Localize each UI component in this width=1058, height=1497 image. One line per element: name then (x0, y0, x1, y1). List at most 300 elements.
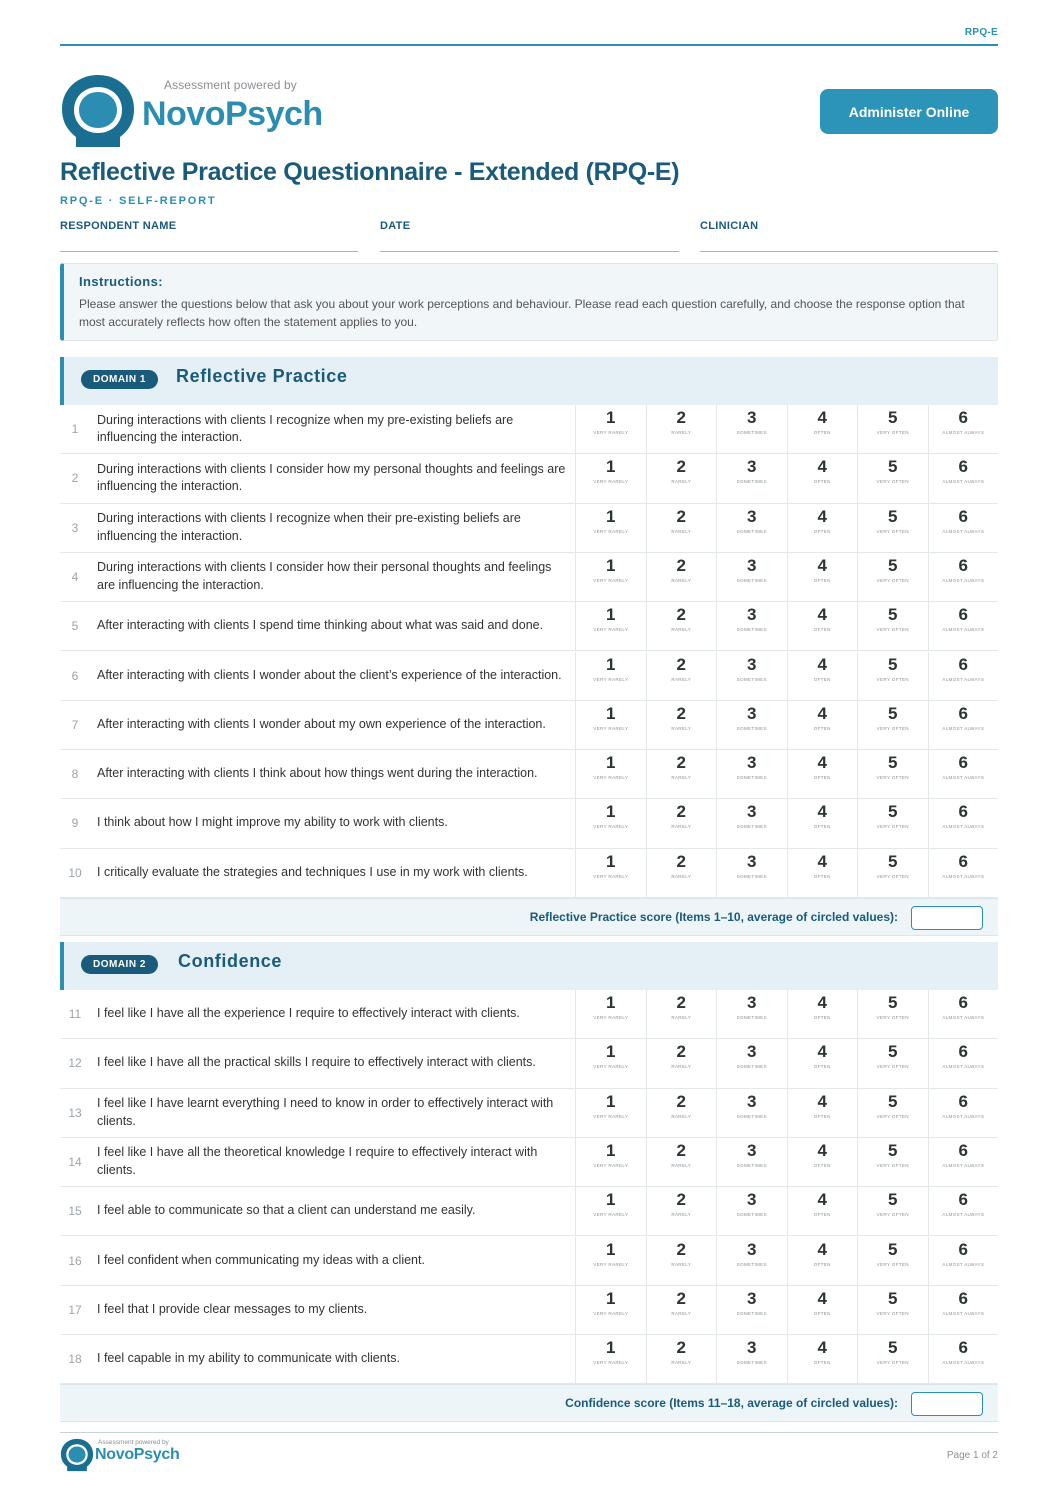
response-option-6[interactable] (929, 1138, 999, 1186)
response-option-6[interactable] (929, 602, 999, 650)
option-label: OFTEN (813, 725, 831, 731)
response-option-1[interactable] (576, 504, 647, 552)
option-label: SOMETIMES (736, 1360, 767, 1366)
response-option-3[interactable] (717, 1138, 788, 1186)
response-option-4[interactable] (788, 405, 859, 453)
option-label: VERY RARELY (593, 775, 629, 781)
option-label: ALMOST ALWAYS (942, 873, 985, 879)
question-text: After interacting with clients I spend time thinking about what was said and done. (97, 618, 544, 633)
question-number: 18 (68, 1352, 82, 1367)
question-text: After interacting with clients I think about how things went during the interaction. (97, 766, 538, 781)
option-value: 5 (888, 993, 898, 1012)
response-option-3[interactable] (717, 1335, 788, 1383)
score-input-box[interactable] (911, 906, 983, 930)
option-label: SOMETIMES (736, 479, 767, 485)
response-option-1[interactable] (576, 454, 647, 502)
option-label: VERY OFTEN (876, 1064, 909, 1070)
response-option-3[interactable] (717, 990, 788, 1038)
option-label: OFTEN (813, 1162, 831, 1168)
response-option-2[interactable] (647, 1089, 718, 1137)
response-option-2[interactable] (647, 504, 718, 552)
response-option-5[interactable] (858, 652, 929, 700)
response-option-1[interactable] (576, 652, 647, 700)
form-code: RPQ-E (964, 27, 998, 38)
question-text: After interacting with clients I wonder about the client’s experience of the interaction. (97, 667, 562, 682)
option-label: ALMOST ALWAYS (942, 775, 985, 781)
option-label: VERY RARELY (593, 430, 629, 435)
option-value: 4 (817, 605, 827, 625)
domain-header (60, 357, 998, 405)
response-option-4[interactable] (788, 1237, 859, 1285)
option-label: ALMOST ALWAYS (942, 676, 985, 682)
response-option-2[interactable] (647, 602, 718, 650)
option-value: 4 (817, 753, 827, 773)
question-text: I feel confident when communicating my ideas with a client. (97, 1252, 425, 1267)
response-option-1[interactable] (576, 1138, 647, 1186)
option-value: 5 (888, 408, 898, 427)
response-option-6[interactable] (929, 652, 999, 700)
page-subtitle: RPQ-E · SELF-REPORT (60, 195, 217, 207)
response-option-3[interactable] (717, 405, 788, 453)
response-option-5[interactable] (858, 1237, 929, 1285)
question-number: 17 (68, 1302, 82, 1317)
response-option-3[interactable] (717, 1039, 788, 1087)
option-value: 1 (606, 457, 616, 477)
option-label: OFTEN (813, 1261, 831, 1267)
option-value: 3 (747, 802, 757, 822)
option-value: 2 (676, 993, 686, 1012)
response-option-3[interactable] (717, 652, 788, 700)
administer-online-button[interactable]: Administer Online (820, 89, 998, 134)
option-value: 2 (676, 555, 686, 575)
response-option-2[interactable] (647, 1039, 718, 1087)
option-value: 3 (747, 555, 757, 575)
response-option-6[interactable] (929, 1335, 999, 1383)
response-option-5[interactable] (858, 701, 929, 749)
option-value: 5 (888, 703, 898, 723)
option-value: 5 (888, 1140, 898, 1160)
option-label: VERY RARELY (593, 1064, 629, 1070)
response-option-1[interactable] (576, 553, 647, 601)
option-value: 6 (958, 654, 968, 674)
response-option-4[interactable] (788, 504, 859, 552)
response-option-3[interactable] (717, 1089, 788, 1137)
option-value: 5 (888, 1338, 898, 1358)
option-label: SOMETIMES (736, 775, 767, 781)
response-option-2[interactable] (647, 1138, 718, 1186)
response-option-5[interactable] (858, 1286, 929, 1334)
option-value: 2 (676, 1190, 686, 1210)
response-option-6[interactable] (929, 990, 999, 1038)
response-option-2[interactable] (647, 553, 718, 601)
response-option-6[interactable] (929, 504, 999, 552)
question-row (60, 1335, 998, 1384)
option-label: VERY OFTEN (876, 577, 909, 583)
response-option-1[interactable] (576, 1089, 647, 1137)
option-label: ALMOST ALWAYS (942, 725, 985, 731)
option-label: ALMOST ALWAYS (942, 1113, 985, 1119)
response-option-2[interactable] (647, 1286, 718, 1334)
option-label: OFTEN (813, 1015, 831, 1020)
bottom-divider (60, 1432, 998, 1433)
option-label: RARELY (671, 528, 692, 534)
question-text: I feel like I have all the theoretical knowledge I require to effectively interact with clients. (97, 1145, 538, 1177)
response-option-5[interactable] (858, 750, 929, 798)
option-value: 3 (747, 703, 757, 723)
question-number: 6 (71, 668, 79, 683)
response-option-1[interactable] (576, 1237, 647, 1285)
question-row (60, 1039, 998, 1088)
option-value: 6 (958, 1190, 968, 1210)
option-value: 5 (888, 851, 898, 871)
option-label: VERY OFTEN (876, 1162, 909, 1168)
response-option-4[interactable] (788, 1039, 859, 1087)
response-option-5[interactable] (858, 799, 929, 847)
question-row (60, 504, 998, 553)
response-option-4[interactable] (788, 1089, 859, 1137)
option-label: VERY RARELY (593, 1310, 629, 1316)
option-label: RARELY (671, 1162, 692, 1168)
response-options (575, 1237, 998, 1285)
option-label: VERY RARELY (593, 1015, 629, 1020)
option-value: 5 (888, 753, 898, 773)
response-option-1[interactable] (576, 602, 647, 650)
response-option-6[interactable] (929, 454, 999, 502)
option-value: 6 (958, 802, 968, 822)
response-options (575, 1089, 998, 1137)
response-option-4[interactable] (788, 1335, 859, 1383)
option-label: RARELY (671, 627, 692, 633)
option-label: VERY RARELY (593, 528, 629, 534)
option-value: 6 (958, 555, 968, 575)
question-number: 13 (68, 1105, 82, 1120)
response-option-3[interactable] (717, 454, 788, 502)
option-value: 6 (958, 506, 968, 526)
option-value: 1 (606, 654, 616, 674)
option-value: 1 (606, 703, 616, 723)
response-option-4[interactable] (788, 1138, 859, 1186)
question-row (60, 553, 998, 602)
option-value: 1 (606, 753, 616, 773)
response-option-5[interactable] (858, 1187, 929, 1235)
response-option-1[interactable] (576, 990, 647, 1038)
option-label: VERY OFTEN (876, 430, 909, 435)
response-option-2[interactable] (647, 799, 718, 847)
response-options (575, 602, 998, 650)
option-value: 3 (747, 605, 757, 625)
response-option-6[interactable] (929, 849, 999, 897)
option-value: 4 (817, 408, 827, 427)
response-option-3[interactable] (717, 1187, 788, 1235)
option-value: 4 (817, 506, 827, 526)
option-label: RARELY (671, 430, 692, 435)
response-option-1[interactable] (576, 1335, 647, 1383)
option-label: VERY OFTEN (876, 1261, 909, 1267)
response-option-3[interactable] (717, 1286, 788, 1334)
response-option-1[interactable] (576, 701, 647, 749)
instructions-heading: Instructions: (79, 274, 163, 289)
question-number: 3 (71, 520, 79, 535)
logo-wordmark: NovoPsych (142, 95, 323, 133)
option-value: 1 (606, 802, 616, 822)
question-text: I feel that I provide clear messages to my clients. (97, 1301, 368, 1316)
option-value: 1 (606, 555, 616, 575)
option-label: SOMETIMES (736, 1310, 767, 1316)
option-value: 4 (817, 654, 827, 674)
option-value: 5 (888, 506, 898, 526)
option-label: SOMETIMES (736, 430, 767, 435)
option-label: VERY RARELY (593, 1162, 629, 1168)
response-option-4[interactable] (788, 602, 859, 650)
option-label: ALMOST ALWAYS (942, 1015, 985, 1020)
option-value: 4 (817, 993, 827, 1012)
option-label: VERY OFTEN (876, 1310, 909, 1316)
response-option-4[interactable] (788, 652, 859, 700)
option-value: 2 (676, 1239, 686, 1259)
respondent-name-field[interactable]: RESPONDENT NAME (60, 220, 358, 252)
response-option-3[interactable] (717, 504, 788, 552)
option-value: 3 (747, 1091, 757, 1111)
option-label: SOMETIMES (736, 1064, 767, 1070)
response-options (575, 750, 998, 798)
date-field[interactable]: DATE (380, 220, 679, 252)
question-text: I think about how I might improve my ability to work with clients. (97, 815, 448, 830)
footer-logo-wordmark: NovoPsych (95, 1446, 180, 1463)
score-input-box[interactable] (911, 1392, 983, 1416)
response-option-2[interactable] (647, 1237, 718, 1285)
option-value: 6 (958, 993, 968, 1012)
response-options (575, 652, 998, 700)
response-option-1[interactable] (576, 1286, 647, 1334)
option-value: 2 (676, 654, 686, 674)
response-option-5[interactable] (858, 405, 929, 453)
question-number: 9 (71, 816, 79, 831)
footer-logo (60, 1438, 190, 1472)
response-option-2[interactable] (647, 750, 718, 798)
response-option-2[interactable] (647, 1187, 718, 1235)
option-label: ALMOST ALWAYS (942, 824, 985, 830)
option-label: VERY OFTEN (876, 1212, 909, 1218)
response-option-5[interactable] (858, 602, 929, 650)
response-option-4[interactable] (788, 1187, 859, 1235)
option-label: VERY OFTEN (876, 627, 909, 633)
question-row (60, 602, 998, 651)
response-option-6[interactable] (929, 799, 999, 847)
question-number: 10 (68, 865, 82, 880)
option-label: VERY OFTEN (876, 1113, 909, 1119)
domain-name: Confidence (178, 951, 283, 971)
option-label: SOMETIMES (736, 1162, 767, 1168)
response-option-2[interactable] (647, 454, 718, 502)
option-value: 3 (747, 1140, 757, 1160)
option-label: RARELY (671, 1064, 692, 1070)
option-label: SOMETIMES (736, 1015, 767, 1020)
response-option-3[interactable] (717, 750, 788, 798)
option-value: 2 (676, 1338, 686, 1358)
option-value: 2 (676, 851, 686, 871)
option-value: 1 (606, 851, 616, 871)
option-label: RARELY (671, 676, 692, 682)
option-label: VERY RARELY (593, 1113, 629, 1119)
option-value: 1 (606, 993, 616, 1012)
option-label: VERY RARELY (593, 479, 629, 485)
option-label: VERY OFTEN (876, 775, 909, 781)
response-option-6[interactable] (929, 1187, 999, 1235)
response-option-1[interactable] (576, 849, 647, 897)
option-value: 4 (817, 1042, 827, 1062)
question-row (60, 405, 998, 454)
response-option-5[interactable] (858, 553, 929, 601)
option-value: 6 (958, 1288, 968, 1308)
response-option-6[interactable] (929, 750, 999, 798)
response-option-1[interactable] (576, 1039, 647, 1087)
response-option-4[interactable] (788, 454, 859, 502)
response-option-6[interactable] (929, 1286, 999, 1334)
option-value: 2 (676, 753, 686, 773)
response-option-5[interactable] (858, 1039, 929, 1087)
question-row (60, 990, 998, 1039)
response-option-2[interactable] (647, 701, 718, 749)
response-option-5[interactable] (858, 1138, 929, 1186)
response-option-1[interactable] (576, 799, 647, 847)
novopsych-head-icon (60, 73, 136, 149)
response-option-6[interactable] (929, 1089, 999, 1137)
option-value: 1 (606, 506, 616, 526)
option-label: ALMOST ALWAYS (942, 1360, 985, 1366)
option-label: OFTEN (813, 873, 831, 879)
response-option-5[interactable] (858, 504, 929, 552)
domain-badge: DOMAIN 1 (81, 370, 158, 389)
option-value: 6 (958, 1042, 968, 1062)
response-option-4[interactable] (788, 750, 859, 798)
response-option-1[interactable] (576, 405, 647, 453)
option-label: VERY RARELY (593, 1212, 629, 1218)
response-option-3[interactable] (717, 701, 788, 749)
response-option-3[interactable] (717, 1237, 788, 1285)
option-value: 2 (676, 1091, 686, 1111)
question-row (60, 1237, 998, 1286)
response-option-3[interactable] (717, 799, 788, 847)
response-options (575, 454, 998, 502)
option-value: 2 (676, 1288, 686, 1308)
option-value: 4 (817, 1091, 827, 1111)
question-number: 5 (71, 619, 79, 634)
option-label: RARELY (671, 873, 692, 879)
option-value: 6 (958, 703, 968, 723)
option-value: 5 (888, 654, 898, 674)
response-option-5[interactable] (858, 849, 929, 897)
question-row (60, 849, 998, 898)
option-value: 3 (747, 654, 757, 674)
option-label: VERY RARELY (593, 627, 629, 633)
option-value: 6 (958, 457, 968, 477)
clinician-field[interactable]: CLINICIAN (700, 220, 998, 252)
response-option-6[interactable] (929, 1039, 999, 1087)
option-label: OFTEN (813, 577, 831, 583)
response-option-2[interactable] (647, 849, 718, 897)
option-value: 5 (888, 1239, 898, 1259)
response-option-5[interactable] (858, 990, 929, 1038)
option-label: OFTEN (813, 676, 831, 682)
option-value: 3 (747, 506, 757, 526)
response-option-5[interactable] (858, 1335, 929, 1383)
footer-logo-tagline: Assessment powered by (98, 1439, 169, 1446)
response-option-6[interactable] (929, 553, 999, 601)
response-options (575, 504, 998, 552)
logo-tagline: Assessment powered by (164, 78, 297, 92)
novopsych-logo (60, 73, 340, 149)
option-label: RARELY (671, 725, 692, 731)
option-value: 3 (747, 1288, 757, 1308)
question-number: 14 (68, 1154, 82, 1169)
response-option-1[interactable] (576, 750, 647, 798)
option-label: VERY OFTEN (876, 824, 909, 830)
option-label: VERY OFTEN (876, 725, 909, 731)
response-option-2[interactable] (647, 652, 718, 700)
question-number: 4 (71, 569, 79, 584)
option-label: RARELY (671, 1212, 692, 1218)
option-label: SOMETIMES (736, 873, 767, 879)
response-option-4[interactable] (788, 990, 859, 1038)
option-label: VERY OFTEN (876, 1360, 909, 1366)
score-label: Reflective Practice score (Items 1–10, average of circled values): (529, 910, 898, 924)
option-label: OFTEN (813, 1310, 831, 1316)
response-option-3[interactable] (717, 849, 788, 897)
option-label: OFTEN (813, 627, 831, 633)
response-option-5[interactable] (858, 454, 929, 502)
domain-header (60, 942, 998, 990)
option-value: 1 (606, 408, 616, 427)
option-label: ALMOST ALWAYS (942, 577, 985, 583)
response-option-4[interactable] (788, 799, 859, 847)
option-value: 3 (747, 993, 757, 1012)
response-option-4[interactable] (788, 849, 859, 897)
footer-head-icon (60, 1438, 94, 1472)
option-value: 3 (747, 753, 757, 773)
option-value: 5 (888, 605, 898, 625)
option-label: VERY OFTEN (876, 528, 909, 534)
option-value: 4 (817, 851, 827, 871)
question-text: I feel capable in my ability to communicate with clients. (97, 1351, 400, 1366)
option-label: ALMOST ALWAYS (942, 528, 985, 534)
option-value: 1 (606, 1190, 616, 1210)
option-value: 6 (958, 408, 968, 427)
response-option-2[interactable] (647, 1335, 718, 1383)
option-value: 1 (606, 605, 616, 625)
response-options (575, 1286, 998, 1334)
response-option-4[interactable] (788, 553, 859, 601)
option-label: ALMOST ALWAYS (942, 1064, 985, 1070)
response-option-5[interactable] (858, 1089, 929, 1137)
instructions-text: Please answer the questions below that ask you about your work perceptions and behaviour. Please read each question carefully, and choose the response option that most accurately reflects how often the statement applies to you. (79, 297, 965, 329)
option-label: RARELY (671, 1015, 692, 1020)
option-value: 2 (676, 703, 686, 723)
response-option-3[interactable] (717, 602, 788, 650)
response-option-1[interactable] (576, 1187, 647, 1235)
response-option-4[interactable] (788, 701, 859, 749)
response-option-3[interactable] (717, 553, 788, 601)
response-option-6[interactable] (929, 405, 999, 453)
response-option-6[interactable] (929, 701, 999, 749)
response-option-2[interactable] (647, 405, 718, 453)
option-label: VERY OFTEN (876, 479, 909, 485)
option-value: 3 (747, 851, 757, 871)
response-option-6[interactable] (929, 1237, 999, 1285)
option-label: OFTEN (813, 479, 831, 485)
option-value: 5 (888, 1091, 898, 1111)
response-option-2[interactable] (647, 990, 718, 1038)
response-option-4[interactable] (788, 1286, 859, 1334)
